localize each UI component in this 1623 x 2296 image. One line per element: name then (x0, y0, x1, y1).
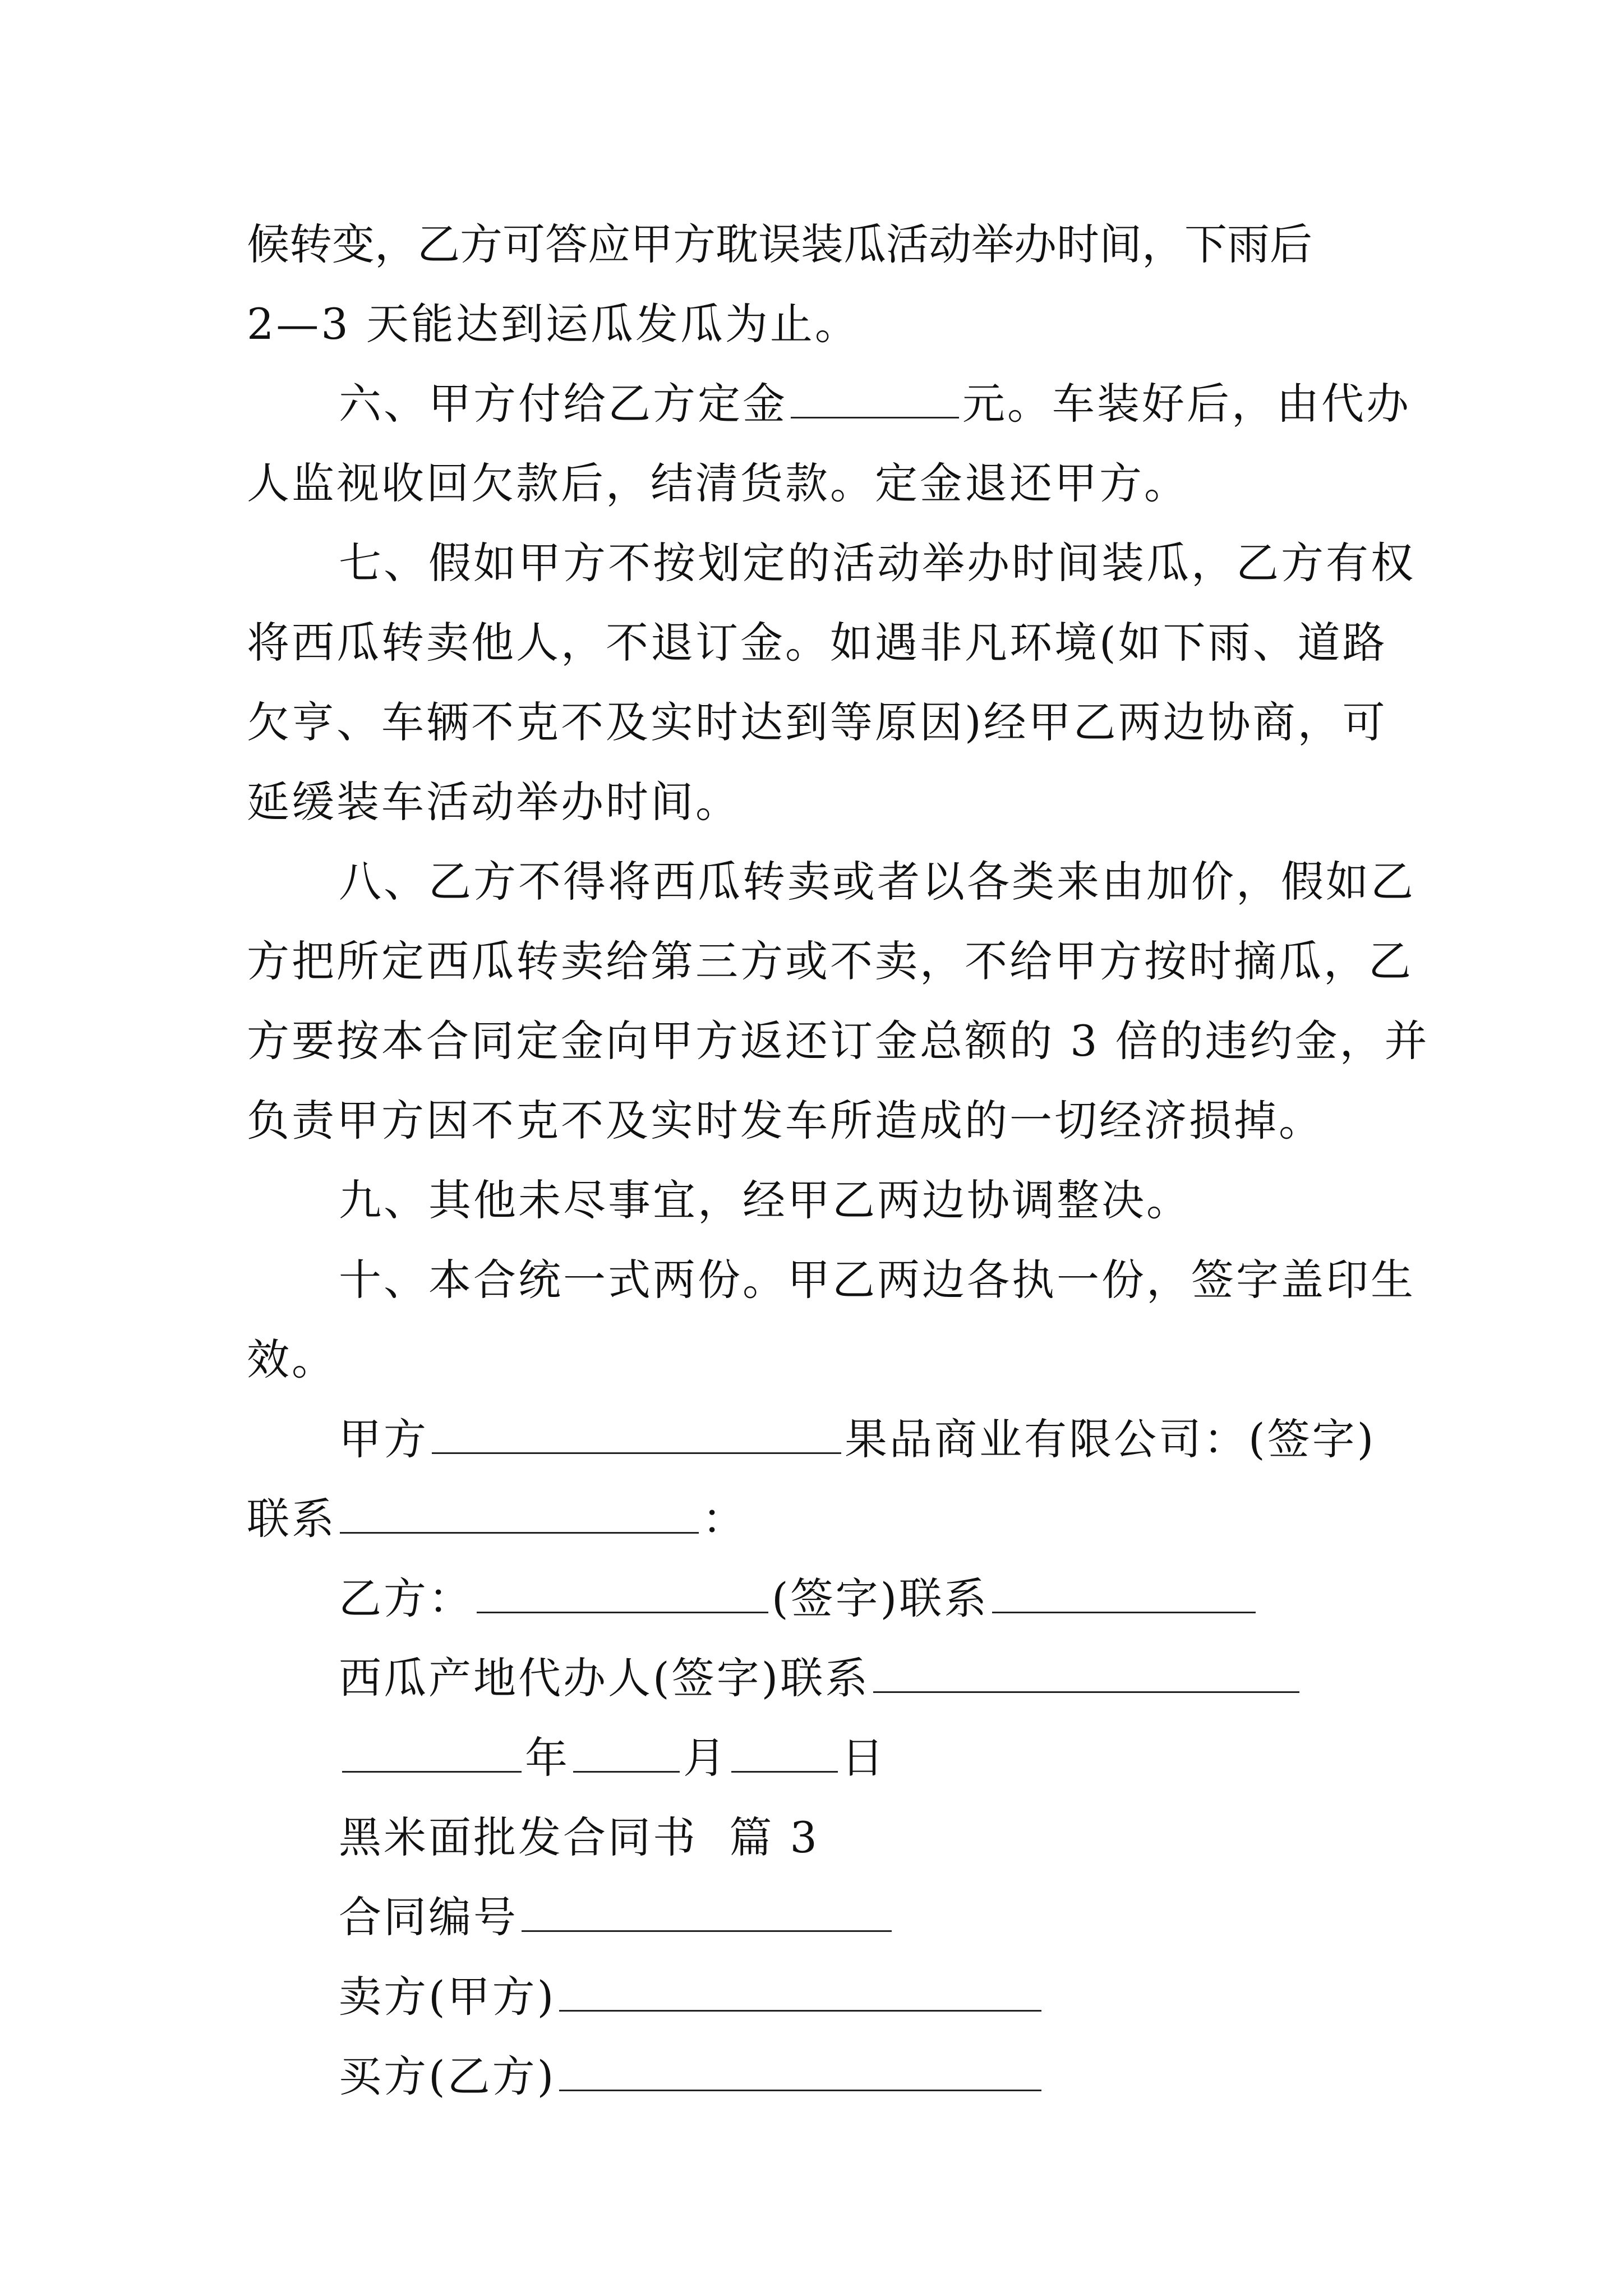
year-label: 年 (525, 1733, 570, 1783)
line-text: 八、乙方不得将西瓜转卖或者以各类来由加价，假如乙 (339, 857, 1415, 907)
paragraph-line (247, 762, 1391, 842)
paragraph-line (247, 1320, 1391, 1400)
agent-contact-blank (873, 1652, 1299, 1693)
line-text: 七、假如甲方不按划定的活动举办时间装瓜，乙方有权 (339, 538, 1415, 588)
line-text: 人监视收回欠款后，结清货款。定金退还甲方。 (247, 458, 1189, 508)
day-blank (731, 1732, 838, 1773)
paragraph-line (247, 842, 1415, 922)
party-b-contact-blank (992, 1572, 1256, 1613)
line-text: 效。 (247, 1335, 336, 1384)
buyer-blank (559, 2050, 1041, 2091)
paragraph-line (247, 1081, 1391, 1161)
contact-line (247, 1479, 1391, 1559)
agent-label: 西瓜产地代办人(签字)联系 (339, 1653, 870, 1703)
date-line (247, 1718, 1391, 1798)
line-text: 将西瓜转卖他人，不退订金。如遇非凡环境(如下雨、道路 (247, 618, 1387, 668)
contact-blank (340, 1493, 699, 1534)
paragraph-line (247, 1161, 1391, 1240)
paragraph-line (247, 603, 1391, 683)
party-b-blank (477, 1572, 768, 1613)
deposit-suffix: 元。车装好后，由代办 (962, 379, 1411, 429)
line-text: 方把所定西瓜转卖给第三方或不卖，不给甲方按时摘瓜，乙 (247, 936, 1413, 986)
seller-line (247, 1957, 1391, 2037)
month-blank (573, 1732, 680, 1773)
party-a-line (247, 1400, 1391, 1479)
line-text: 十、本合统一式两份。甲乙两边各执一份，签字盖印生 (339, 1255, 1415, 1305)
contract-number-line (247, 1878, 1391, 1957)
section-title-text: 黑米面批发合同书 篇 3 (339, 1812, 819, 1862)
party-b-label: 乙方： (339, 1573, 473, 1623)
buyer-line (247, 2037, 1391, 2116)
paragraph-line (247, 284, 1391, 364)
day-label: 日 (841, 1733, 886, 1783)
contract-number-label: 合同编号 (339, 1892, 518, 1942)
paragraph-line (247, 1240, 1415, 1320)
deposit-line (247, 364, 1411, 444)
party-a-label: 甲方 (339, 1414, 428, 1464)
line-text: 负责甲方因不克不及实时发车所造成的一切经济损掉。 (247, 1096, 1324, 1145)
seller-blank (559, 1971, 1041, 2012)
contact-colon: ： (702, 1494, 747, 1544)
line-text: 方要按本合同定金向甲方返还订金总额的 3 倍的违约金，并 (247, 1016, 1430, 1066)
section-title (247, 1798, 1391, 1878)
party-b-line (247, 1559, 1391, 1639)
paragraph-line (247, 922, 1413, 1001)
party-a-blank (432, 1413, 841, 1454)
deposit-prefix: 六、甲方付给乙方定金 (339, 379, 787, 429)
party-a-suffix: 果品商业有限公司：(签字) (845, 1414, 1376, 1464)
line-text: 延缓装车活动举办时间。 (247, 777, 740, 827)
contract-text (247, 205, 1430, 2116)
contact-label: 联系 (247, 1494, 336, 1544)
line-text: 2—3 天能达到运瓜发瓜为止。 (247, 299, 860, 349)
paragraph-line (247, 444, 1391, 523)
party-b-sign-contact: (签字)联系 (772, 1573, 989, 1623)
paragraph-line (247, 205, 1391, 284)
paragraph-line (247, 1001, 1430, 1081)
buyer-label: 买方(乙方) (339, 2051, 556, 2101)
contract-number-blank (522, 1891, 892, 1932)
year-blank (342, 1732, 522, 1773)
line-text: 候转变，乙方可答应甲方耽误装瓜活动举办时间，下雨后 (247, 219, 1312, 269)
paragraph-line (247, 683, 1391, 762)
seller-label: 卖方(甲方) (339, 1972, 556, 2022)
deposit-amount-blank (791, 378, 959, 418)
line-text: 欠亨、车辆不克不及实时达到等原因)经甲乙两边协商，可 (247, 697, 1387, 747)
line-text: 九、其他未尽事宜，经甲乙两边协调整决。 (339, 1175, 1191, 1225)
paragraph-line (247, 523, 1415, 603)
month-label: 月 (683, 1733, 728, 1783)
agent-line (247, 1639, 1391, 1718)
